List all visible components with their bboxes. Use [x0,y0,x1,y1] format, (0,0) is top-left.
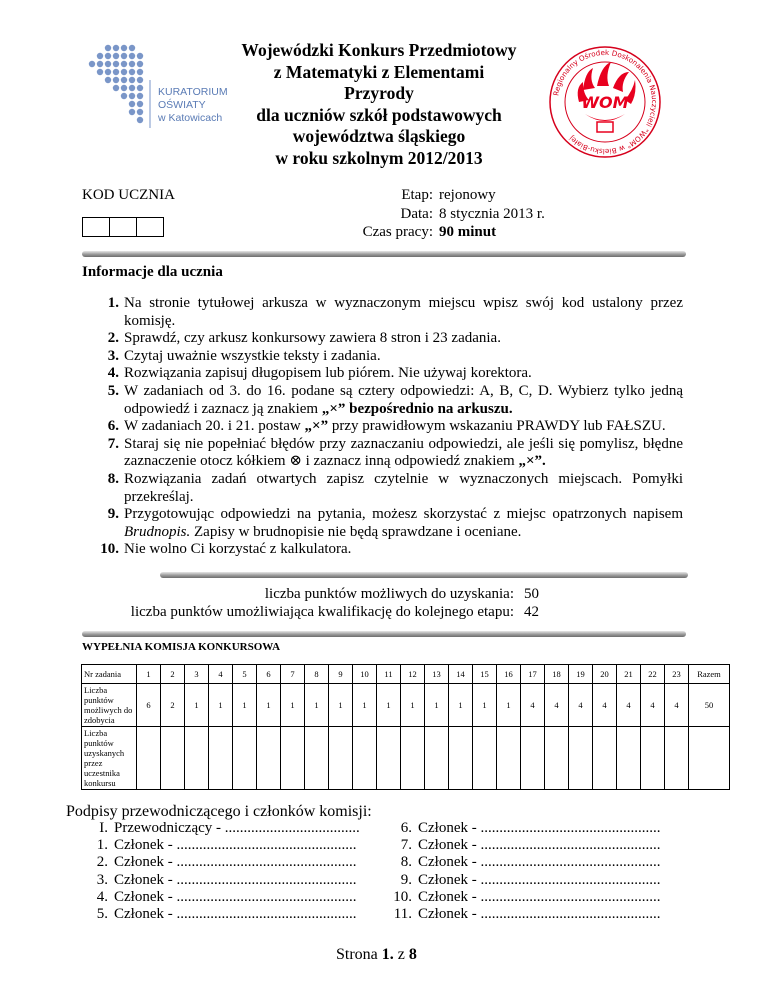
task-number-cell: 2 [161,665,185,684]
sign-number: 11. [393,906,412,923]
max-points-cell: 1 [329,684,353,727]
score-input-cell[interactable] [281,727,305,790]
rule-text-part: Staraj się nie popełniać błędów przy zaznaczaniu odpowiedzi, ale jeśli się pomylisz, błędne zaznaczenie otocz kółkiem ⊗ i zaznacz inną odpowiedź znakiem [124,435,683,470]
sign-number: 2. [96,854,108,871]
sign-line[interactable]: Członek - ................................................ [114,871,357,888]
rule-text-part: Przygotowując odpowiedzi na pytania, możesz skorzystać z miejsc opatrzonych napisem [124,506,683,523]
score-input-cell[interactable] [233,727,257,790]
svg-text:Regionalny Ośrodek Doskonaleni: Regionalny Ośrodek Doskonalenia Nauczycieli "WOM" w Bielsku-Białej [551,47,660,157]
max-points-cell: 1 [449,684,473,727]
score-input-cell[interactable] [617,727,641,790]
score-input-cell[interactable] [377,727,401,790]
info-title: Informacje dla ucznia [82,264,223,280]
list-item [390,820,660,837]
task-number-cell: 9 [329,665,353,684]
task-number-cell: 20 [593,665,617,684]
code-box[interactable] [136,217,164,237]
max-points-cell: 1 [233,684,257,727]
rule-text [124,436,683,471]
max-points-cell: 4 [521,684,545,727]
rule-number: 7. [107,435,119,452]
signatures-right [390,820,660,923]
rule-number: 5. [107,382,119,399]
sign-number: 7. [400,837,412,854]
task-number-cell: 15 [473,665,497,684]
rule-text [124,383,683,418]
list-item [80,854,360,871]
sign-number: 10. [393,888,412,905]
rule-text-bold: „×”. [518,453,546,470]
score-input-cell[interactable] [545,727,569,790]
rule-text-bold: „×” bezpośrednio na arkuszu. [321,400,513,417]
max-points-cell: 1 [209,684,233,727]
divider [160,572,688,578]
task-number-cell: 13 [425,665,449,684]
kuratorium-line1: KURATORIUM [158,86,228,98]
task-number-cell: 1 [137,665,161,684]
title-line: z Matematyki z Elementami [273,61,485,82]
date-value: 8 stycznia 2013 r. [439,205,545,222]
code-box[interactable] [109,217,137,237]
task-number-cell: 8 [305,665,329,684]
sign-number: 8. [400,854,412,871]
max-points-cell: 4 [545,684,569,727]
table-row [82,727,730,790]
max-points-value: 50 [524,586,539,602]
stage-value: rejonowy [439,187,496,203]
page-number [336,946,417,964]
page-prefix: Strona [336,946,378,963]
task-number-cell: 22 [641,665,665,684]
score-input-cell[interactable] [329,727,353,790]
sign-number: 1. [96,837,108,854]
task-number-cell: 17 [521,665,545,684]
task-number-cell: 11 [377,665,401,684]
list-item [93,436,683,471]
score-input-cell[interactable] [641,727,665,790]
student-code-boxes[interactable] [82,217,163,237]
sign-number: I. [99,820,108,836]
task-number-cell: 23 [665,665,689,684]
signatures-left [80,820,360,923]
scores-table [81,664,730,790]
score-input-cell[interactable] [401,727,425,790]
rule-number: 6. [107,418,119,435]
signatures-title: Podpisy przewodniczącego i członków komisji: [66,803,372,820]
score-input-cell[interactable] [473,727,497,790]
list-item [390,837,660,854]
sign-line[interactable]: Członek - ................................................ [114,837,357,854]
rule-text [124,506,683,541]
max-points-cell: 1 [473,684,497,727]
rule-text-part: W zadaniach 20. i 21. postaw [124,418,301,435]
score-input-cell[interactable] [209,727,233,790]
score-input-cell[interactable] [449,727,473,790]
rule-number: 9. [107,506,119,523]
rule-text-part: Zapisy w brudnopisie nie będą sprawdzane i oceniane. [194,523,522,540]
score-input-cell[interactable] [353,727,377,790]
qualification-points-label: liczba punktów umożliwiająca kwalifikację do kolejnego etapu: [130,604,514,620]
wom-seal-icon [545,42,665,162]
table-row [82,684,730,727]
score-input-cell[interactable] [305,727,329,790]
rule-number: 1. [107,295,119,311]
max-row-label: Liczba punktów możliwych do zdobycia [82,684,137,727]
date-key: Data: [400,205,433,222]
max-points-cell: 1 [305,684,329,727]
task-number-cell: 4 [209,665,233,684]
sign-line[interactable]: Członek - ................................................ [418,854,661,871]
sign-line[interactable]: Członek - ................................................ [114,888,357,905]
list-item [80,837,360,854]
title-line: Przyrody [344,83,414,103]
list-item [80,906,360,923]
max-points-cell: 1 [497,684,521,727]
divider [82,631,686,637]
sign-line[interactable]: Przewodniczący - .................................... [114,820,360,836]
list-item [390,872,660,889]
dots-pattern-icon [86,40,156,130]
max-points-cell: 1 [185,684,209,727]
sign-line[interactable]: Członek - ................................................ [418,906,661,923]
max-points-cell: 1 [281,684,305,727]
rule-number: 10. [100,541,119,558]
max-points-cell: 2 [161,684,185,727]
list-item [80,820,360,837]
rule-text: Czytaj uważnie wszystkie teksty i zadania. [124,347,381,364]
rule-text: Sprawdź, czy arkusz konkursowy zawiera 8 stron i 23 zadania. [124,330,501,347]
stage-key: Etap: [401,187,433,203]
rule-text: Rozwiązania zapisuj długopisem lub piórem. Nie używaj korektora. [124,365,532,382]
rules-list [93,295,683,559]
max-points-cell: 4 [641,684,665,727]
task-number-cell: 10 [353,665,377,684]
score-input-cell[interactable] [137,727,161,790]
rule-number: 4. [107,365,119,382]
max-points-cell: 4 [569,684,593,727]
score-input-cell[interactable] [425,727,449,790]
score-input-cell[interactable] [593,727,617,790]
task-number-cell: 3 [185,665,209,684]
list-item [93,383,683,418]
rule-text [124,418,683,436]
sign-line[interactable]: Członek - ................................................ [418,820,661,836]
max-points-cell: 1 [425,684,449,727]
max-points-cell: 4 [593,684,617,727]
sign-number: 6. [400,820,412,836]
sign-line[interactable]: Członek - ................................................ [114,854,357,871]
task-number-cell: 21 [617,665,641,684]
table-row [82,665,730,684]
rule-text-part: W zadaniach od 3. do 16. podane są cztery odpowiedzi: A, B, C, D. Wybierz tylko jedną odpowiedź i zaznacz ją znakiem [124,382,683,417]
sign-number: 5. [96,906,108,923]
list-item [390,906,660,923]
task-number-cell: 18 [545,665,569,684]
list-item [93,541,683,559]
kuratorium-line3: w Katowicach [158,112,223,124]
list-item [93,365,683,383]
wom-logo [545,42,665,162]
student-code-label: KOD UCZNIA [82,187,175,203]
title-line: województwa śląskiego [292,126,466,146]
committee-title: WYPEŁNIA KOMISJA KONKURSOWA [82,641,281,653]
svg-text:WOM: WOM [581,93,629,112]
list-item [93,348,683,366]
task-number-cell: 6 [257,665,281,684]
rule-text-bold: „×” [304,418,329,435]
score-input-cell[interactable] [569,727,593,790]
sign-line[interactable]: Członek - ................................................ [114,906,357,923]
rule-number: 2. [107,330,119,347]
sign-line[interactable]: Członek - ................................................ [418,837,661,854]
sign-line[interactable]: Członek - ................................................ [418,871,661,888]
total-max-cell: 50 [689,684,730,727]
list-item [93,471,683,506]
list-item [390,854,660,871]
rule-text: Na stronie tytułowej arkusza w wyznaczonym miejscu wpisz swój kod ustalony przez komisję. [124,295,683,329]
sign-number: 3. [96,871,108,888]
rule-number: 3. [107,347,119,364]
task-number-cell: 12 [401,665,425,684]
divider [82,251,686,257]
duration-value: 90 minut [439,224,497,240]
page-current: 1. [381,946,394,963]
sign-line[interactable]: Członek - ................................................ [418,888,661,905]
duration-key: Czas pracy: [362,224,433,240]
max-points-cell: 1 [353,684,377,727]
rule-text: Nie wolno Ci korzystać z kalkulatora. [124,541,352,558]
points-info [92,585,539,621]
total-label-cell: Razem [689,665,730,684]
max-points-cell: 1 [377,684,401,727]
rule-text-part: przy prawidłowym wskazaniu PRAWDY lub FAŁSZU. [331,418,666,435]
score-input-cell[interactable] [521,727,545,790]
score-input-cell[interactable] [257,727,281,790]
rule-text-italic: Brudnopis. [124,523,191,540]
task-number-cell: 19 [569,665,593,684]
task-number-cell: 14 [449,665,473,684]
total-score-cell[interactable] [689,727,730,790]
task-number-cell: 16 [497,665,521,684]
max-points-cell: 4 [617,684,641,727]
title-line: dla uczniów szkół podstawowych [256,104,502,125]
max-points-cell: 1 [401,684,425,727]
task-number-cell: 7 [281,665,305,684]
rule-text: Rozwiązania zadań otwartych zapisz czytelnie w wyznaczonych miejscach. Pomyłki przekreślaj. [124,470,683,505]
qualification-points-value: 42 [524,604,539,620]
list-item [93,506,683,541]
score-input-cell[interactable] [497,727,521,790]
contest-title [200,40,558,169]
list-item [93,330,683,348]
score-input-cell[interactable] [185,727,209,790]
rule-number: 8. [107,470,119,487]
max-points-cell: 4 [665,684,689,727]
title-line: Wojewódzki Konkurs Przedmiotowy [241,40,517,60]
list-item [93,418,683,436]
score-input-cell[interactable] [161,727,185,790]
got-row-label: Liczba punktów uzyskanych przez uczestnika konkursu [82,727,137,790]
list-item [80,889,360,906]
sign-number: 9. [400,871,412,888]
score-input-cell[interactable] [665,727,689,790]
stage-info [340,186,545,242]
page-total: 8 [408,946,417,963]
list-item [390,889,660,906]
kuratorium-line2: OŚWIATY [158,99,206,111]
page-separator: z [397,946,405,963]
max-points-label: liczba punktów możliwych do uzyskania: [264,586,514,602]
list-item [80,872,360,889]
max-points-cell: 1 [257,684,281,727]
title-line: w roku szkolnym 2012/2013 [275,147,483,168]
task-number-cell: 5 [233,665,257,684]
list-item [93,295,683,330]
task-row-label: Nr zadania [82,665,137,684]
max-points-cell: 6 [137,684,161,727]
sign-number: 4. [96,888,108,905]
code-box[interactable] [82,217,110,237]
